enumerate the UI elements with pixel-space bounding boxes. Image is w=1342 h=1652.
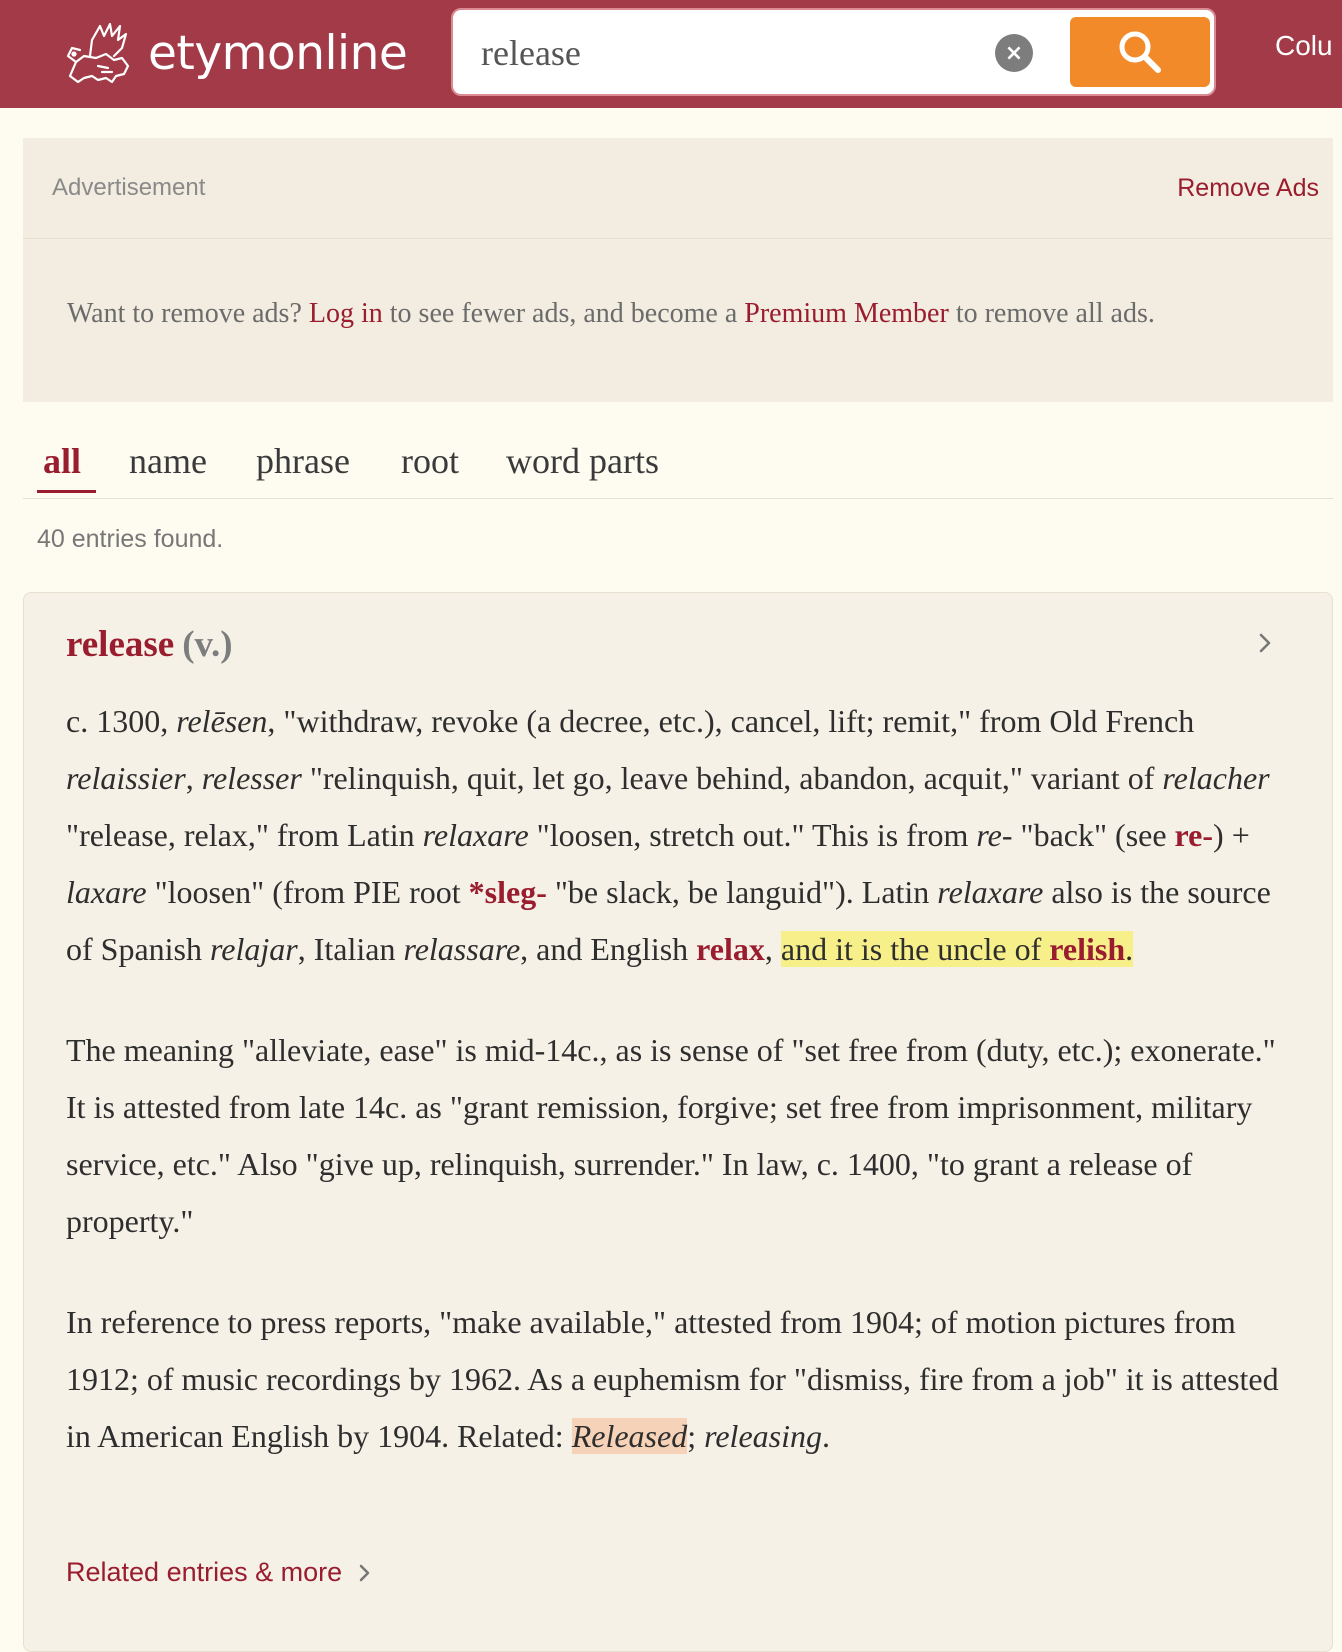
ad-message [67, 298, 1155, 330]
site-header [0, 0, 1342, 108]
chevron-right-icon[interactable] [1253, 631, 1277, 655]
clear-search-button[interactable] [995, 34, 1033, 72]
close-icon: × [1004, 40, 1024, 66]
p1-term: relajar [210, 931, 298, 967]
login-link[interactable]: Log in [308, 298, 383, 329]
p1-term: relaxare [937, 874, 1044, 910]
definition-paragraph-3 [66, 1294, 1296, 1465]
highlight-text: and it is the uncle of [780, 931, 1050, 967]
related-entries-link[interactable] [66, 1557, 374, 1588]
p1-term: re- [976, 817, 1013, 853]
p1-text: "release, relax," from Latin [66, 817, 423, 853]
tab-phrase[interactable]: phrase [256, 441, 350, 481]
highlight-text: . [1125, 931, 1134, 967]
related-entries-label: Related entries & more [66, 1557, 343, 1587]
p1-term: relesser [201, 760, 302, 796]
ad-header [23, 138, 1333, 239]
ad-message-mid: to see fewer ads, and become a [382, 298, 745, 329]
tab-root[interactable]: root [401, 441, 459, 481]
tab-name[interactable]: name [129, 441, 207, 481]
ad-message-suffix: to remove all ads. [948, 298, 1155, 329]
xref-link-relish[interactable]: relish [1049, 931, 1126, 967]
logo-text: etymonline [148, 25, 408, 81]
winged-lion-logo-icon [62, 16, 138, 90]
entry-card [23, 592, 1333, 1652]
p1-text: "relinquish, quit, let go, leave behind, abandon, acquit," variant of [301, 760, 1163, 796]
entry-title[interactable] [66, 623, 233, 666]
logo[interactable] [62, 16, 407, 90]
entry-word: release [66, 624, 175, 665]
search-icon [1117, 29, 1163, 75]
p3-text: ; [687, 1418, 705, 1454]
p1-term: relaissier [66, 760, 186, 796]
premium-member-link[interactable]: Premium Member [744, 298, 949, 329]
p1-text: , [764, 931, 781, 967]
p1-term: relēsen [176, 703, 268, 739]
p1-text: , "withdraw, revoke (a decree, etc.), cancel, lift; remit," from Old French [267, 703, 1195, 739]
p1-term: relassare [403, 931, 521, 967]
p1-text: "loosen, stretch out." This is from [528, 817, 977, 853]
related-form-released: Released [571, 1418, 688, 1454]
ad-message-prefix: Want to remove ads? [67, 298, 309, 329]
definition-paragraph-2: The meaning "alleviate, ease" is mid-14c., as is sense of "set free from (duty, etc.); exonerate." It is attested from late 14c. as "grant remission, forgive; set free from imprisonment, military service, etc." Also "give up, relinquish, surrender." In law, c. 1400, "to grant a release of property." [66, 1032, 1276, 1239]
p3-text: In reference to press reports, "make available," attested from 1904; of motion pictures from 1912; of music recordings by 1962. As a euphemism for "dismiss, fire from a job" it is attested in American English by 1904. Related: [66, 1304, 1279, 1454]
p1-text: c. 1300, [66, 703, 177, 739]
p1-text: "be slack, be languid"). Latin [546, 874, 938, 910]
xref-link-re[interactable]: re- [1174, 817, 1214, 853]
related-form-releasing: releasing [704, 1418, 822, 1454]
p1-text: "back" (see [1012, 817, 1175, 853]
p1-term: laxare [66, 874, 147, 910]
p1-text: also is the source of Spanish [66, 874, 1271, 967]
entry-definition [66, 693, 1296, 1509]
xref-link-relax[interactable]: relax [696, 931, 765, 967]
nav-link-columns[interactable]: Colu [1275, 30, 1333, 61]
active-tab-indicator [37, 490, 96, 493]
definition-paragraph-1 [66, 693, 1296, 978]
entries-found-count: 40 entries found. [37, 525, 224, 553]
search-filter-tabs [23, 440, 1333, 499]
tab-word-parts[interactable]: word parts [506, 441, 659, 481]
p1-text: ) + [1213, 817, 1250, 853]
search-input[interactable] [479, 24, 963, 82]
chevron-right-icon [356, 1562, 374, 1584]
p1-term: relaxare [422, 817, 529, 853]
search-box [451, 8, 1216, 96]
ad-container [23, 138, 1333, 402]
remove-ads-link[interactable]: Remove Ads [1177, 174, 1319, 202]
search-button[interactable] [1070, 17, 1210, 87]
tab-all[interactable]: all [43, 441, 82, 481]
p3-text: . [821, 1418, 830, 1454]
p1-text: , Italian [297, 931, 404, 967]
p1-term: relacher [1162, 760, 1270, 796]
entry-part-of-speech: (v.) [182, 624, 233, 665]
highlighted-text [781, 931, 1133, 967]
xref-link-sleg[interactable]: *sleg- [468, 874, 547, 910]
ad-label: Advertisement [52, 174, 206, 201]
p1-text: , [185, 760, 202, 796]
p1-text: , and English [520, 931, 697, 967]
p1-text: "loosen" (from PIE root [146, 874, 469, 910]
